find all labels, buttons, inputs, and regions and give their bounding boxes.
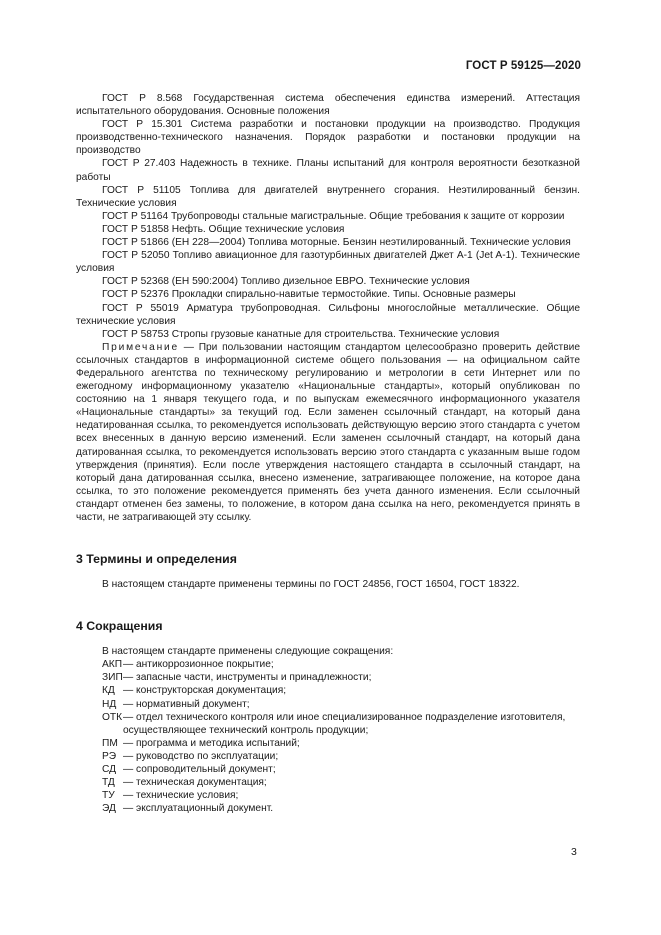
abbreviation-code: РЭ	[102, 750, 117, 762]
section-4-intro: В настоящем стандарте применены следующие сокращения:	[102, 646, 394, 658]
abbreviation-definition: — запасные части, инструменты и принадлежности;	[123, 672, 372, 684]
abbreviation-code: ТД	[102, 777, 115, 789]
abbreviation-item	[102, 750, 580, 763]
abbreviation-item	[102, 802, 580, 815]
abbreviation-code: ОТК	[102, 711, 123, 723]
reference-item: ГОСТ Р 51164 Трубопроводы стальные магистральные. Общие требования к защите от коррозии	[102, 210, 565, 222]
document-id-header: ГОСТ Р 59125—2020	[465, 60, 581, 72]
reference-item: ГОСТ Р 58753 Стропы грузовые канатные для строительства. Технические условия	[102, 328, 500, 340]
abbreviation-item	[102, 737, 580, 750]
abbreviation-item	[102, 789, 580, 802]
abbreviation-code: СД	[102, 764, 117, 776]
abbreviation-item	[102, 684, 580, 697]
abbreviation-code: НД	[102, 698, 117, 710]
abbreviation-definition: — техническая документация;	[123, 777, 267, 789]
abbreviation-definition: — нормативный документ;	[123, 698, 250, 710]
abbreviation-definition: — руководство по эксплуатации;	[123, 750, 279, 762]
page-content	[76, 92, 580, 815]
section-3-title: 3 Термины и определения	[76, 552, 237, 567]
abbreviations-list	[102, 658, 580, 815]
abbreviation-definition: — конструкторская документация;	[123, 685, 287, 697]
reference-item: ГОСТ Р 8.568 Государственная система обеспечения единства измерений. Аттестация испытательного оборудования. Основные положения	[76, 93, 580, 118]
reference-note	[76, 341, 580, 524]
abbreviation-code: ТУ	[102, 790, 115, 802]
reference-item: ГОСТ Р 51858 Нефть. Общие технические условия	[102, 223, 345, 235]
abbreviation-item	[102, 658, 580, 671]
abbreviation-item	[102, 776, 580, 789]
abbreviation-definition: — сопроводительный документ;	[123, 764, 276, 776]
page-number: 3	[571, 846, 577, 858]
abbreviation-code: ЭД	[102, 803, 116, 815]
reference-item: ГОСТ Р 52368 (ЕН 590:2004) Топливо дизельное ЕВРО. Технические условия	[102, 276, 470, 288]
normative-references-list	[76, 92, 580, 815]
abbreviation-definition: — отдел технического контроля или иное специализированное подразделение изготовителя, осуществляющее технический контроль продукции;	[123, 711, 566, 736]
reference-item: ГОСТ Р 52050 Топливо авиационное для газотурбинных двигателей Джет А-1 (Jet A-1). Технические условия	[76, 250, 580, 275]
reference-item: ГОСТ Р 55019 Арматура трубопроводная. Сильфоны многослойные металлические. Общие технические условия	[76, 302, 580, 327]
reference-item: ГОСТ Р 51105 Топлива для двигателей внутреннего сгорания. Неэтилированный бензин. Технические условия	[76, 184, 580, 209]
note-label: Примечание	[102, 341, 179, 353]
abbreviation-definition: — программа и методика испытаний;	[123, 737, 300, 749]
reference-item: ГОСТ Р 15.301 Система разработки и постановки продукции на производство. Продукция производственно-технического назначения. Порядок разработки и постановки продукции на производство	[76, 119, 580, 157]
abbreviation-item	[102, 671, 580, 684]
abbreviation-code: ПМ	[102, 737, 118, 749]
abbreviation-definition: — эксплуатационный документ.	[123, 803, 274, 815]
section-4-title: 4 Сокращения	[76, 619, 163, 634]
section-3-text: В настоящем стандарте применены термины по ГОСТ 24856, ГОСТ 16504, ГОСТ 18322.	[102, 579, 520, 591]
note-text: — При пользовании настоящим стандартом целесообразно проверить действие ссылочных стандартов в информационной системе общего пользования — на официальном сайте Федерального агентства по техническому регулированию и метрологии в сети Интернет или по ежегодному информационному указателю «Национальные стандарты», который опубликован по состоянию на 1 января текущего года, и по выпускам ежемесячного информационного указателя «Национальные стандарты» за текущий год. Если заменен ссылочный стандарт, на который дана недатированная ссылка, то рекомендуется использовать действующую версию этого стандарта с учетом всех внесенных в данную версию изменений. Если заменен ссылочный стандарт, на который дана датированная ссылка, то рекомендуется использовать версию этого стандарта с указанным выше годом утверждения (принятия). Если после утверждения настоящего стандарта в ссылочный стандарт, на который дана датированная ссылка, внесено изменение, затрагивающее положение, на которое дана ссылка, то это положение рекомендуется применять без учета данного изменения. Если ссылочный стандарт отменен без замены, то положение, в котором дана ссылка на него, рекомендуется принять в части, не затрагивающей эту ссылку.	[76, 341, 580, 523]
abbreviation-definition: — технические условия;	[123, 790, 239, 802]
abbreviation-item	[102, 698, 580, 711]
abbreviation-definition: — антикоррозионное покрытие;	[123, 659, 274, 671]
abbreviation-code: КД	[102, 685, 115, 697]
reference-item: ГОСТ Р 52376 Прокладки спирально-навитые термостойкие. Типы. Основные размеры	[102, 289, 516, 301]
reference-item: ГОСТ Р 27.403 Надежность в технике. Планы испытаний для контроля вероятности безотказной работы	[76, 158, 580, 183]
abbreviation-code: АКП	[102, 659, 123, 671]
abbreviation-item	[102, 711, 580, 737]
abbreviation-code: ЗИП	[102, 672, 123, 684]
reference-item: ГОСТ Р 51866 (ЕН 228—2004) Топлива моторные. Бензин неэтилированный. Технические условия	[102, 237, 571, 249]
abbreviation-item	[102, 763, 580, 776]
